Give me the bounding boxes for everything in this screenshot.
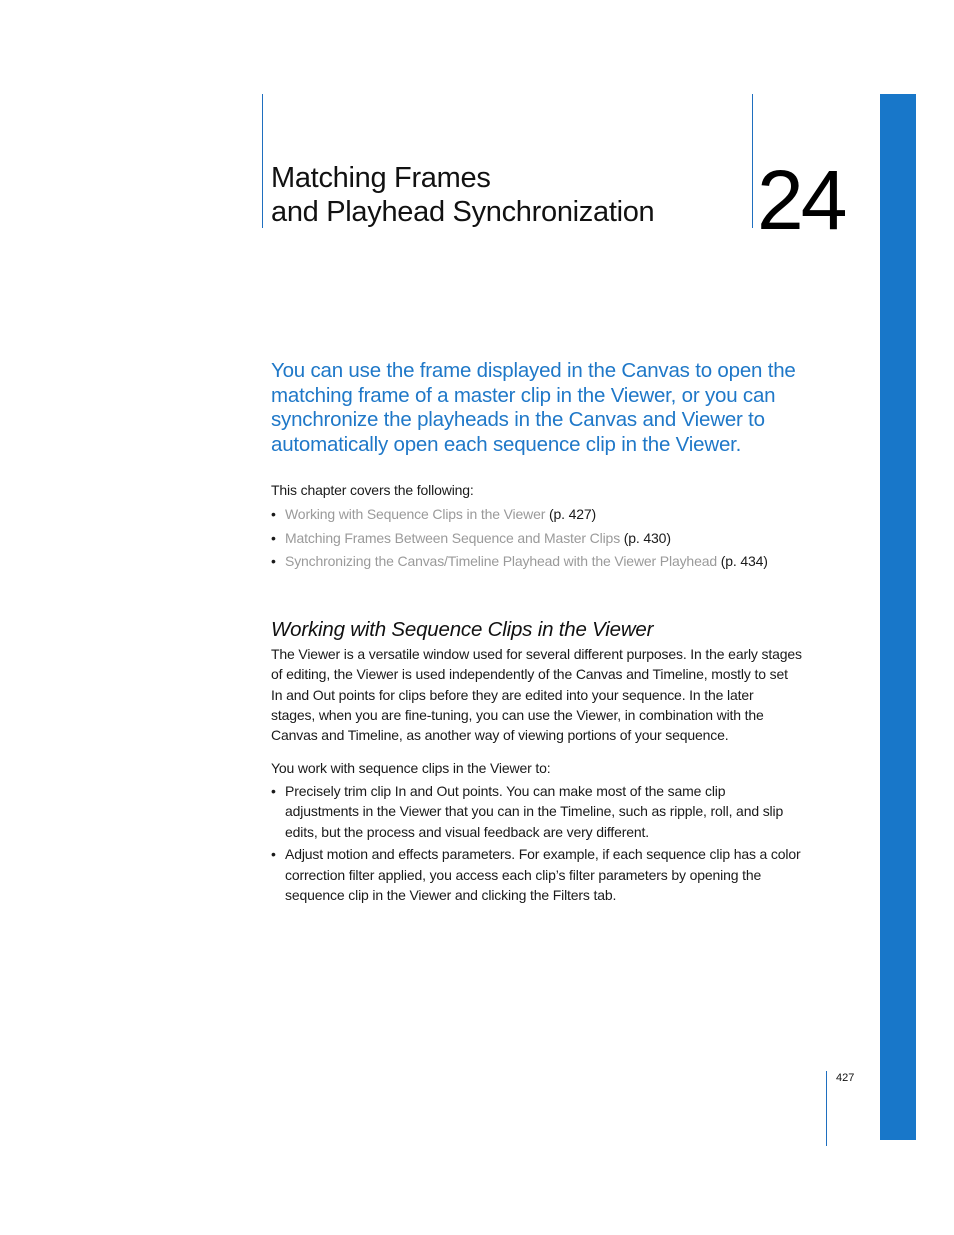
list-line: adjustments in the Viewer that you can in the Timeline, such as ripple, roll, and slip — [285, 803, 784, 820]
chapter-title-line2: and Playhead Synchronization — [271, 196, 655, 228]
para-line: stages, when you are fine-tuning, you can use the Viewer, in combination with the — [271, 706, 764, 723]
toc-link[interactable]: Working with Sequence Clips in the Viewer — [285, 506, 546, 522]
list-line: sequence clip in the Viewer and clicking the Filters tab. — [285, 886, 617, 903]
chapter-title — [271, 161, 654, 229]
chapter-tab-bar — [880, 94, 916, 1140]
section-heading: Working with Sequence Clips in the Viewer — [271, 618, 654, 641]
list-item — [271, 781, 831, 842]
title-rule-left — [262, 94, 263, 228]
para-line: In and Out points for clips before they are edited into your sequence. In the later — [271, 686, 754, 703]
toc-item[interactable] — [271, 527, 768, 551]
chapter-toc — [271, 503, 768, 574]
chapter-title-line1: Matching Frames — [271, 162, 491, 194]
bullet-icon: • — [271, 846, 276, 863]
bullet-icon: • — [271, 529, 276, 546]
toc-page: (p. 434) — [716, 553, 768, 569]
list-line: edits, but the process and visual feedback are very different. — [285, 823, 649, 840]
bullet-icon: • — [271, 553, 276, 569]
toc-page: (p. 430) — [620, 529, 671, 546]
page-number-rule — [826, 1071, 827, 1146]
list-line: Adjust motion and effects parameters. For example, if each sequence clip has a color — [285, 846, 801, 863]
toc-link[interactable]: Synchronizing the Canvas/Timeline Playhead with the Viewer Playhead — [285, 553, 717, 569]
page-number: 427 — [836, 1072, 855, 1084]
bullet-icon: • — [271, 783, 276, 799]
list-line: Precisely trim clip In and Out points. You can make most of the same clip — [285, 783, 726, 799]
list-item — [271, 844, 831, 905]
title-rule-right — [752, 94, 753, 228]
para-line: Canvas and Timeline, as another way of viewing portions of your sequence. — [271, 727, 729, 744]
toc-item[interactable] — [271, 503, 768, 527]
feature-list — [271, 781, 831, 908]
para-line: The Viewer is a versatile window used for several different purposes. In the early stages — [271, 646, 802, 662]
toc-item[interactable] — [271, 550, 768, 574]
chapter-number: 24 — [757, 153, 845, 247]
list-intro: You work with sequence clips in the Viewer to: — [271, 760, 551, 776]
list-line: correction filter applied, you access each clip’s filter parameters by opening the — [285, 866, 762, 883]
toc-link[interactable]: Matching Frames Between Sequence and Master Clips — [285, 529, 621, 546]
section-paragraph — [271, 644, 802, 745]
para-line: of editing, the Viewer is used independently of the Canvas and Timeline, mostly to set — [271, 666, 788, 683]
bullet-icon: • — [271, 506, 276, 522]
covers-label: This chapter covers the following: — [271, 482, 474, 498]
toc-page: (p. 427) — [545, 506, 597, 522]
chapter-intro: You can use the frame displayed in the Canvas to open the matching frame of a master clip in the Viewer, or you can synchronize the playheads in the Canvas and Viewer to automatically open each sequence clip in the Viewer. — [271, 359, 796, 457]
